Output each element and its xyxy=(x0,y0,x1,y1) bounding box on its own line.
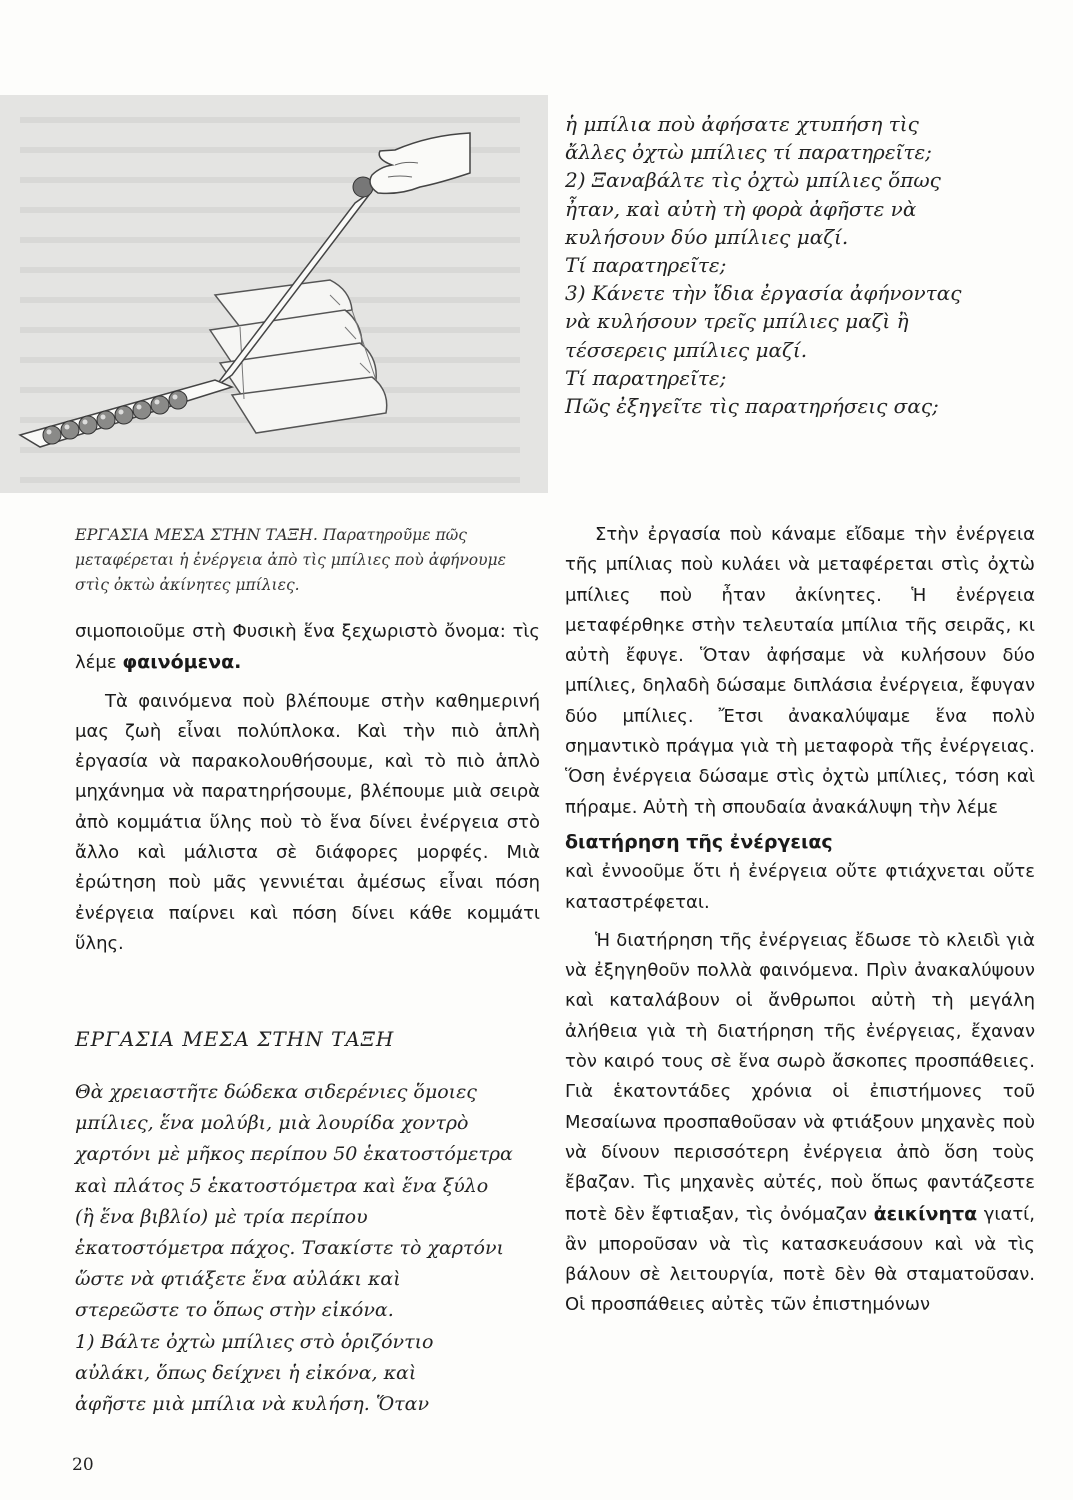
key-term-heading: διατήρηση τῆς ἐνέργειας xyxy=(565,830,833,853)
bold-term: φαινόμενα. xyxy=(122,651,242,674)
bold-term: ἀεικίνητα xyxy=(873,1202,978,1225)
procedure-line: ἡ μπίλια ποὺ ἀφήσατε χτυπήση τὶς xyxy=(565,112,919,136)
procedure-line: 3) Κάνετε τὴν ἴδια ἐργασία ἀφήνοντας xyxy=(565,281,962,306)
paragraph xyxy=(75,617,540,679)
paragraph-text: Ἡ διατήρηση τῆς ἐνέργειας ἔδωσε τὸ κλειδὶ γιὰ νὰ ἐξηγηθοῦν πολλὰ φαινόμενα. Πρὶν ἀνακαλύψουν καὶ καταλάβουν οἱ ἄνθρωποι αὐτὴ τὴ μεγάλη ἀλήθεια γιὰ τὴ διατήρηση τῆς ἐνέργειας, ἔχαναν τὸν καιρό τους σὲ ἕνα σωρὸ ἄσκοπες προσπάθειες. Γιὰ ἑκατοντάδες χρόνια οἱ ἐπιστήμονες τοῦ Μεσαίωνα προσπαθοῦσαν νὰ φτιάξουν μηχανὲς ποὺ νὰ δίνουν περισσότερη ἐνέργεια ἀπὸ ὅση τοὺς ἔβαζαν. Τὶς μηχανὲς αὐτές, ποὺ ὅπως φαντάζεστε ποτὲ δὲν ἔφτιαξαν, τὶς ὀνόμαζαν xyxy=(565,929,1035,1225)
procedure-continuation xyxy=(565,110,1035,420)
paragraph-text: σιμοποιοῦμε στὴ Φυσικὴ ἕνα ξεχωριστὸ ὄνομα: τὶς λέμε xyxy=(75,621,540,674)
procedure-line: τέσσερεις μπίλιες μαζί. xyxy=(565,337,808,362)
procedure-line: (ἢ ἕνα βιβλίο) μὲ τρία περίπου xyxy=(75,1205,368,1228)
procedure-line: 1) Βάλτε ὀχτὼ μπίλιες στὸ ὁριζόντιο xyxy=(75,1330,434,1353)
section-heading: ΕΡΓΑΣΙΑ ΜΕΣΑ ΣΤΗΝ ΤΑΞΗ xyxy=(75,1027,395,1051)
caption-text: Παρατηροῦμε πῶς μεταφέρεται ἡ ἐνέργεια ἀπὸ τὶς μπίλιες ποὺ ἀφήνουμε στὶς ὀκτὼ ἀκίνητες μπίλιες. xyxy=(75,526,506,594)
paragraph: Τὰ φαινόμενα ποὺ βλέπουμε στὴν καθημερινή μας ζωὴ εἶναι πολύπλοκα. Καὶ τὴν πιὸ ἁπλὴ ἐργασία νὰ παρακολουθήσουμε, καὶ τὸ πιὸ ἁπλὸ μηχάνημα νὰ παρατηρήσουμε, βλέπουμε μιὰ σειρὰ ἀπὸ κομμάτια ὕλης ποὺ τὸ ἕνα δίνει ἐνέργεια στὸ ἄλλο καὶ μάλιστα σὲ διάφορες μορφές. Μιὰ ἐρώτηση ποὺ μᾶς γεννιέται ἀμέσως εἶναι πόση ἐνέργεια παίρνει καὶ πόση δίνει κάθε κομμάτι ὕλης. xyxy=(75,690,540,954)
procedure-line: Πῶς ἐξηγεῖτε τὶς παρατηρήσεις σας; xyxy=(565,394,939,419)
procedure-line: Θὰ χρειαστῆτε δώδεκα σιδερένιες ὅμοιες xyxy=(75,1081,477,1103)
procedure-line: καὶ πλάτος 5 ἑκατοστόμετρα καὶ ἕνα ξύλο xyxy=(75,1174,489,1197)
procedure-line: ἀφῆστε μιὰ μπίλια νὰ κυλήση. Ὅταν xyxy=(75,1393,430,1416)
page-number: 20 xyxy=(72,1455,94,1475)
procedure-line: ἑκατοστόμετρα πάχος. Τσακίστε τὸ χαρτόνι xyxy=(75,1237,504,1260)
procedure-instructions xyxy=(75,1077,545,1420)
procedure-line: κυλήσουν δύο μπίλιες μαζί. xyxy=(565,224,849,249)
paragraph: Στὴν ἐργασία ποὺ κάναμε εἴδαμε τὴν ἐνέργεια τῆς μπίλιας ποὺ κυλάει νὰ μεταφέρεται στὶς ὀχτὼ μπίλιες ποὺ ἦταν ἀκίνητες. Ἡ ἐνέργεια μεταφέρθηκε στὴν τελευταία μπίλια τῆς σειρᾶς, κι αὐτὴ ἔφυγε. Ὅταν ἀφήσαμε νὰ κυλήσουν δύο μπίλιες, δηλαδὴ δώσαμε διπλάσια ἐνέργεια, ἔφυγαν δύο μπίλιες. Ἔτσι ἀνακαλύψαμε ἕνα πολὺ σημαντικὸ πράγμα γιὰ τὴ μεταφορὰ τῆς ἐνέργειας. Ὅση ἐνέργεια δώσαμε στὶς ὀχτὼ μπίλιες, τόση καὶ πήραμε. Αὐτὴ τὴ σπουδαία ἀνακάλυψη τὴν λέμε xyxy=(565,524,1035,818)
procedure-line: στερεῶστε το ὅπως στὴν εἰκόνα. xyxy=(75,1299,394,1322)
procedure-line: αὐλάκι, ὅπως δείχνει ἡ εἰκόνα, καὶ xyxy=(75,1361,417,1384)
caption-heading: ΕΡΓΑΣΙΑ ΜΕΣΑ ΣΤΗΝ ΤΑΞΗ. xyxy=(75,525,318,544)
procedure-line: Τί παρατηρεῖτε; xyxy=(565,253,727,278)
right-body-text xyxy=(565,520,1035,1321)
procedure-line: ἦταν, καὶ αὐτὴ τὴ φορὰ ἀφῆστε νὰ xyxy=(565,196,917,221)
procedure-line: χαρτόνι μὲ μῆκος περίπου 50 ἑκατοστόμετρα xyxy=(75,1143,513,1166)
paragraph: καὶ ἐννοοῦμε ὅτι ἡ ἐνέργεια οὔτε φτιάχνεται οὔτε καταστρέφεται. xyxy=(565,861,1035,913)
procedure-line: ὥστε νὰ φτιάξετε ἕνα αὐλάκι καὶ xyxy=(75,1268,401,1291)
procedure-line: νὰ κυλήσουν τρεῖς μπίλιες μαζὶ ἢ xyxy=(565,309,909,334)
procedure-line: μπίλιες, ἕνα μολύβι, μιὰ λουρίδα χοντρὸ xyxy=(75,1112,469,1135)
figure-caption xyxy=(75,522,540,598)
procedure-line: 2) Ξαναβάλτε τὶς ὀχτὼ μπίλιες ὅπως xyxy=(565,168,941,193)
marble-track-illustration xyxy=(0,95,548,493)
procedure-line: ἄλλες ὀχτὼ μπίλιες τί παρατηρεῖτε; xyxy=(565,140,932,165)
experiment-illustration xyxy=(0,95,548,493)
left-body-text xyxy=(75,617,540,959)
procedure-line: Τί παρατηρεῖτε; xyxy=(565,365,727,390)
paragraph-text: γιατί, ἂν μποροῦσαν νὰ τὶς κατασκευάσουν καὶ νὰ τὶς βάλουν σὲ λειτουργία, ποτὲ δὲν θὰ σταματοῦσαν. Οἱ προσπάθειες αὐτὲς τῶν ἐπιστημόνων xyxy=(565,1203,1035,1316)
paragraph xyxy=(565,926,1035,1321)
